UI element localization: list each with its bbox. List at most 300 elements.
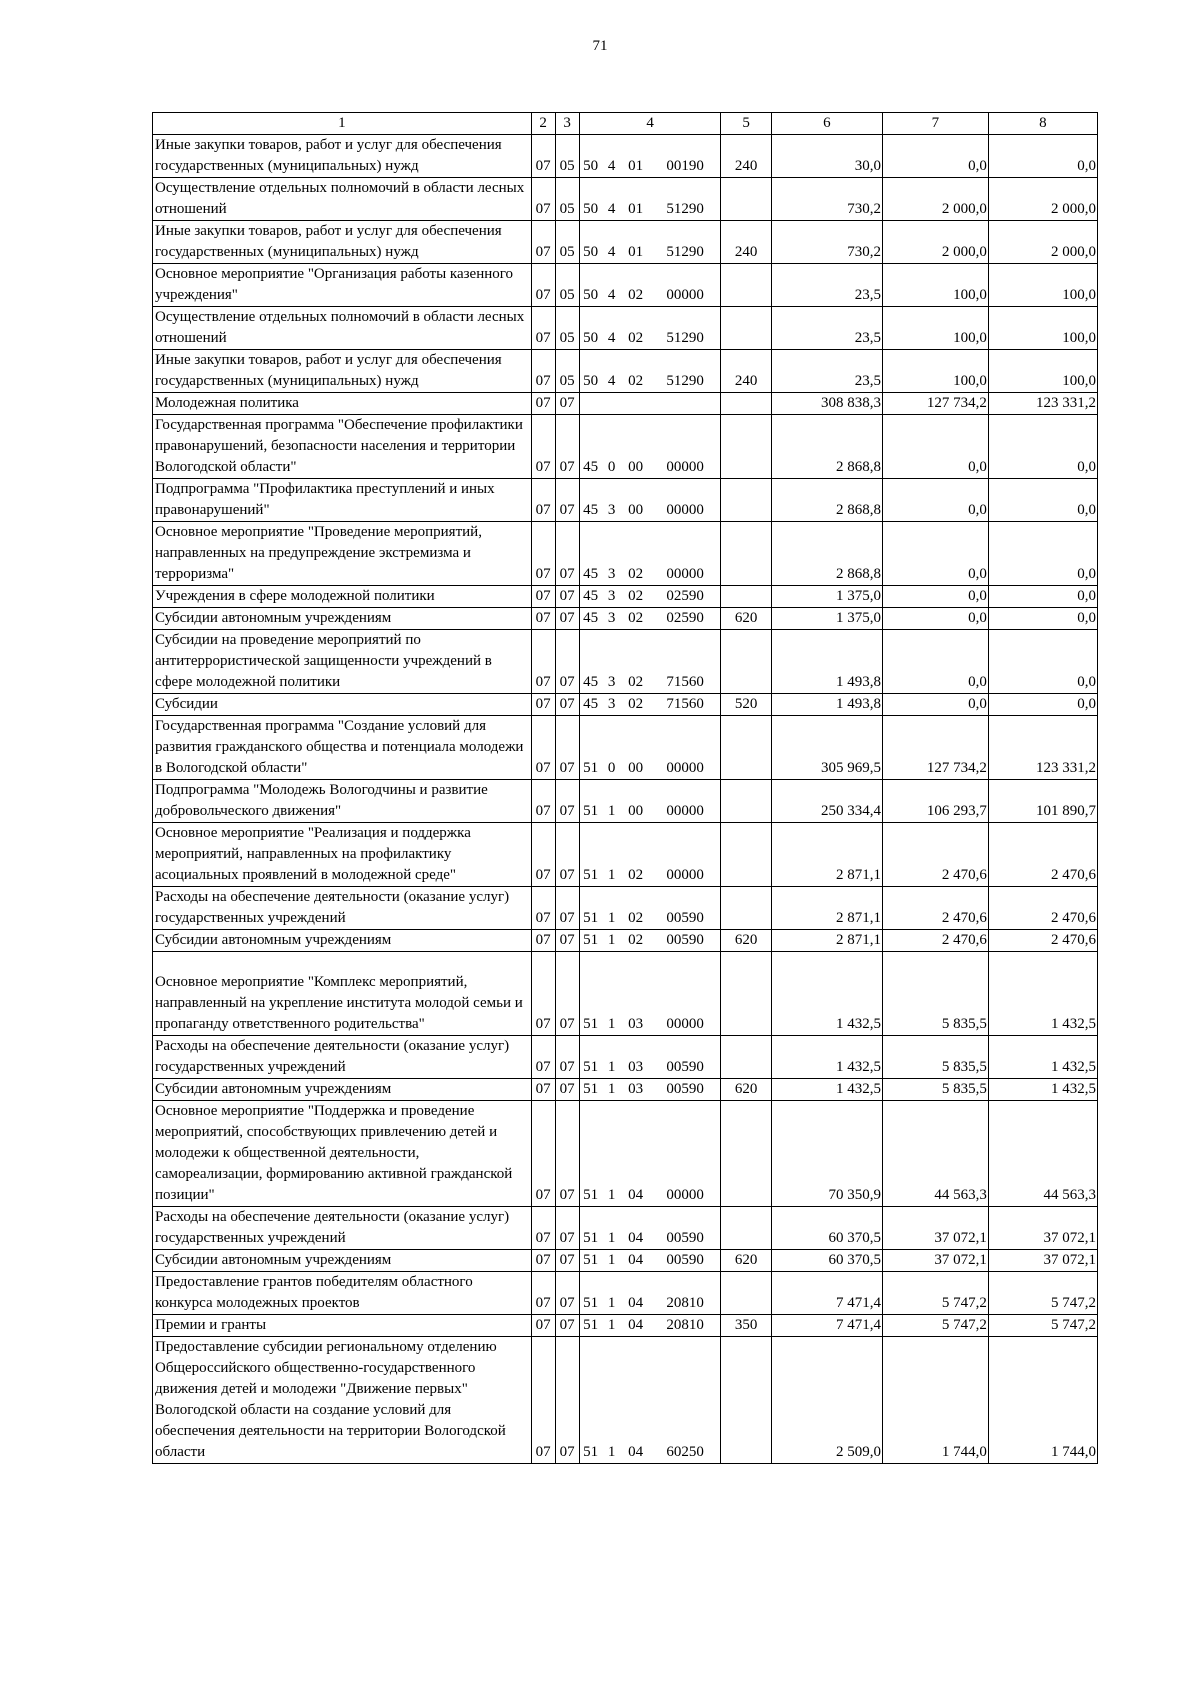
col-expense-type: 620 — [721, 930, 771, 952]
col-section: 07 — [531, 887, 555, 930]
col-expense-type — [721, 415, 771, 479]
col-section: 07 — [531, 1036, 555, 1079]
col-target-code — [579, 608, 721, 630]
col-section: 07 — [531, 522, 555, 586]
table-row — [153, 630, 1098, 694]
row-name — [153, 608, 532, 630]
code-subprogram: 1 — [607, 1187, 616, 1203]
col-section: 07 — [531, 1207, 555, 1250]
code-subprogram: 4 — [607, 287, 616, 303]
table-row — [153, 1250, 1098, 1272]
row-name-text: Молодежная политика — [155, 395, 299, 411]
code-activity: 02 — [628, 674, 644, 690]
col-section: 07 — [531, 479, 555, 522]
col-expense-type — [721, 393, 771, 415]
code-subprogram: 1 — [607, 1081, 616, 1097]
col-amount-7: 0,0 — [882, 694, 988, 716]
col-subsection: 07 — [555, 586, 579, 608]
col-target-code — [579, 716, 721, 780]
code-subprogram: 1 — [607, 932, 616, 948]
col-target-code — [579, 930, 721, 952]
col-expense-type: 620 — [721, 608, 771, 630]
col-amount-8: 0,0 — [988, 135, 1097, 178]
col-expense-type — [721, 522, 771, 586]
code-program: 51 — [583, 1187, 599, 1203]
row-name-text: Осуществление отдельных полномочий в области лесных отношений — [155, 309, 525, 346]
col-target-code — [579, 630, 721, 694]
col-target-code — [579, 1036, 721, 1079]
col-amount-7: 0,0 — [882, 608, 988, 630]
row-name — [153, 178, 532, 221]
code-activity: 04 — [628, 1444, 644, 1460]
col-subsection: 07 — [555, 716, 579, 780]
col-amount-7: 5 747,2 — [882, 1315, 988, 1337]
col-amount-7: 2 470,6 — [882, 930, 988, 952]
col-amount-6: 60 370,5 — [771, 1207, 882, 1250]
table-row — [153, 1101, 1098, 1207]
row-name — [153, 952, 532, 1036]
col-expense-type: 240 — [721, 221, 771, 264]
col-expense-type: 240 — [721, 350, 771, 393]
col-section: 07 — [531, 1250, 555, 1272]
row-name-text: Иные закупки товаров, работ и услуг для обеспечения государственных (муниципальных) нужд — [155, 352, 502, 389]
code-direction: 51290 — [666, 244, 704, 260]
col-section: 07 — [531, 135, 555, 178]
col-target-code — [579, 393, 721, 415]
col-amount-8: 2 470,6 — [988, 823, 1097, 887]
table-row — [153, 1337, 1098, 1464]
col-expense-type — [721, 887, 771, 930]
col-subsection: 05 — [555, 178, 579, 221]
col-amount-7: 2 470,6 — [882, 823, 988, 887]
code-activity: 00 — [628, 502, 644, 518]
row-name — [153, 1101, 532, 1207]
header-cell: 7 — [882, 113, 988, 135]
table-row — [153, 608, 1098, 630]
table-row — [153, 393, 1098, 415]
col-amount-7: 1 744,0 — [882, 1337, 988, 1464]
row-name — [153, 393, 532, 415]
code-program: 51 — [583, 1317, 599, 1333]
code-direction: 60250 — [666, 1444, 704, 1460]
col-amount-8: 100,0 — [988, 350, 1097, 393]
col-amount-8: 2 470,6 — [988, 887, 1097, 930]
row-name-text: Субсидии — [155, 696, 218, 712]
table-row — [153, 887, 1098, 930]
col-expense-type: 240 — [721, 135, 771, 178]
row-name — [153, 1250, 532, 1272]
col-amount-7: 37 072,1 — [882, 1250, 988, 1272]
row-name-text: Основное мероприятие "Реализация и поддержка мероприятий, направленных на профилактику асоциальных проявлений в молодежной среде" — [155, 825, 471, 883]
col-amount-8: 44 563,3 — [988, 1101, 1097, 1207]
code-program: 51 — [583, 932, 599, 948]
table-row — [153, 1272, 1098, 1315]
col-target-code — [579, 350, 721, 393]
table-row — [153, 415, 1098, 479]
col-section: 07 — [531, 1272, 555, 1315]
code-subprogram: 0 — [607, 459, 616, 475]
code-subprogram: 3 — [607, 674, 616, 690]
col-amount-6: 250 334,4 — [771, 780, 882, 823]
col-amount-6: 2 509,0 — [771, 1337, 882, 1464]
row-name — [153, 1207, 532, 1250]
col-expense-type — [721, 264, 771, 307]
row-name — [153, 930, 532, 952]
col-subsection: 07 — [555, 608, 579, 630]
code-subprogram: 4 — [607, 330, 616, 346]
code-program: 50 — [583, 330, 599, 346]
code-subprogram: 1 — [607, 867, 616, 883]
col-amount-6: 70 350,9 — [771, 1101, 882, 1207]
code-program: 51 — [583, 1252, 599, 1268]
col-target-code — [579, 1207, 721, 1250]
col-section: 07 — [531, 1315, 555, 1337]
col-amount-7: 5 835,5 — [882, 1079, 988, 1101]
col-target-code — [579, 694, 721, 716]
col-expense-type: 620 — [721, 1079, 771, 1101]
code-activity: 02 — [628, 696, 644, 712]
col-amount-7: 100,0 — [882, 307, 988, 350]
code-direction: 00000 — [666, 1187, 704, 1203]
row-name-text: Премии и гранты — [155, 1317, 267, 1333]
col-subsection: 07 — [555, 630, 579, 694]
col-target-code — [579, 586, 721, 608]
code-subprogram: 1 — [607, 1059, 616, 1075]
col-amount-7: 5 747,2 — [882, 1272, 988, 1315]
col-expense-type — [721, 1036, 771, 1079]
row-name-text: Субсидии на проведение мероприятий по антитеррористической защищенности учреждений в сфере молодежной политики — [155, 632, 492, 690]
code-activity: 00 — [628, 760, 644, 776]
col-subsection: 07 — [555, 1337, 579, 1464]
col-amount-7: 0,0 — [882, 586, 988, 608]
code-subprogram: 3 — [607, 502, 616, 518]
row-name-text: Расходы на обеспечение деятельности (оказание услуг) государственных учреждений — [155, 1038, 510, 1075]
code-activity: 00 — [628, 803, 644, 819]
col-expense-type — [721, 1101, 771, 1207]
col-expense-type: 520 — [721, 694, 771, 716]
col-subsection: 05 — [555, 307, 579, 350]
col-amount-7: 0,0 — [882, 415, 988, 479]
col-section: 07 — [531, 1101, 555, 1207]
table-row — [153, 1315, 1098, 1337]
code-direction: 00000 — [666, 566, 704, 582]
table-row — [153, 586, 1098, 608]
row-name — [153, 630, 532, 694]
col-amount-6: 1 375,0 — [771, 608, 882, 630]
code-activity: 02 — [628, 588, 644, 604]
col-amount-8: 123 331,2 — [988, 716, 1097, 780]
col-amount-6: 60 370,5 — [771, 1250, 882, 1272]
col-subsection: 05 — [555, 221, 579, 264]
col-expense-type — [721, 307, 771, 350]
col-subsection: 07 — [555, 1079, 579, 1101]
code-subprogram: 1 — [607, 1252, 616, 1268]
col-target-code — [579, 522, 721, 586]
col-section: 07 — [531, 393, 555, 415]
code-direction: 00000 — [666, 803, 704, 819]
code-program: 51 — [583, 1016, 599, 1032]
code-activity: 03 — [628, 1081, 644, 1097]
code-direction: 00000 — [666, 760, 704, 776]
col-amount-8: 1 744,0 — [988, 1337, 1097, 1464]
header-cell: 2 — [531, 113, 555, 135]
col-amount-6: 2 868,8 — [771, 522, 882, 586]
code-program: 51 — [583, 1059, 599, 1075]
col-subsection: 05 — [555, 264, 579, 307]
col-amount-6: 1 375,0 — [771, 586, 882, 608]
row-name-text: Подпрограмма "Профилактика преступлений и иных правонарушений" — [155, 481, 495, 518]
col-target-code — [579, 221, 721, 264]
col-amount-8: 5 747,2 — [988, 1272, 1097, 1315]
col-target-code — [579, 178, 721, 221]
budget-table — [152, 112, 1098, 1464]
code-activity: 01 — [628, 158, 644, 174]
col-expense-type — [721, 716, 771, 780]
col-amount-8: 0,0 — [988, 608, 1097, 630]
col-amount-8: 37 072,1 — [988, 1207, 1097, 1250]
col-amount-6: 7 471,4 — [771, 1272, 882, 1315]
code-subprogram: 1 — [607, 1016, 616, 1032]
table-row — [153, 264, 1098, 307]
row-name — [153, 350, 532, 393]
row-name — [153, 823, 532, 887]
code-activity: 04 — [628, 1317, 644, 1333]
col-amount-8: 1 432,5 — [988, 1079, 1097, 1101]
code-activity: 04 — [628, 1187, 644, 1203]
code-activity: 04 — [628, 1252, 644, 1268]
col-expense-type — [721, 952, 771, 1036]
code-activity: 04 — [628, 1230, 644, 1246]
code-activity: 02 — [628, 330, 644, 346]
code-program: 45 — [583, 588, 599, 604]
col-section: 07 — [531, 608, 555, 630]
col-amount-8: 100,0 — [988, 307, 1097, 350]
col-subsection: 07 — [555, 522, 579, 586]
col-amount-6: 1 432,5 — [771, 952, 882, 1036]
table-row — [153, 1036, 1098, 1079]
col-subsection: 07 — [555, 415, 579, 479]
col-section: 07 — [531, 415, 555, 479]
col-target-code — [579, 887, 721, 930]
col-amount-6: 30,0 — [771, 135, 882, 178]
col-subsection: 07 — [555, 479, 579, 522]
col-amount-7: 2 000,0 — [882, 178, 988, 221]
code-direction: 00000 — [666, 287, 704, 303]
row-name-text: Субсидии автономным учреждениям — [155, 932, 392, 948]
code-subprogram: 1 — [607, 1317, 616, 1333]
code-program: 51 — [583, 1081, 599, 1097]
col-target-code — [579, 952, 721, 1036]
table-row — [153, 522, 1098, 586]
col-amount-6: 2 871,1 — [771, 823, 882, 887]
code-subprogram: 4 — [607, 244, 616, 260]
code-activity: 01 — [628, 244, 644, 260]
code-subprogram: 4 — [607, 158, 616, 174]
code-program: 51 — [583, 910, 599, 926]
col-expense-type: 620 — [721, 1250, 771, 1272]
col-section: 07 — [531, 716, 555, 780]
col-subsection: 07 — [555, 780, 579, 823]
col-target-code — [579, 1272, 721, 1315]
col-section: 07 — [531, 780, 555, 823]
header-row — [153, 113, 1098, 135]
col-amount-8: 101 890,7 — [988, 780, 1097, 823]
table-row — [153, 952, 1098, 1036]
code-activity: 02 — [628, 910, 644, 926]
code-subprogram: 0 — [607, 760, 616, 776]
code-subprogram: 3 — [607, 696, 616, 712]
col-section: 07 — [531, 694, 555, 716]
col-section: 07 — [531, 1079, 555, 1101]
col-amount-8: 0,0 — [988, 522, 1097, 586]
code-direction: 51290 — [666, 330, 704, 346]
code-direction: 00590 — [666, 932, 704, 948]
table-row — [153, 221, 1098, 264]
col-expense-type: 350 — [721, 1315, 771, 1337]
col-amount-6: 7 471,4 — [771, 1315, 882, 1337]
row-name-text: Субсидии автономным учреждениям — [155, 610, 392, 626]
col-amount-8: 5 747,2 — [988, 1315, 1097, 1337]
table-row — [153, 780, 1098, 823]
table-row — [153, 135, 1098, 178]
col-amount-8: 0,0 — [988, 630, 1097, 694]
code-direction: 71560 — [666, 696, 704, 712]
col-section: 07 — [531, 178, 555, 221]
col-amount-7: 2 470,6 — [882, 887, 988, 930]
col-section: 07 — [531, 823, 555, 887]
col-amount-7: 127 734,2 — [882, 393, 988, 415]
code-program: 45 — [583, 459, 599, 475]
col-amount-6: 2 871,1 — [771, 887, 882, 930]
row-name-text: Государственная программа "Обеспечение профилактики правонарушений, безопасности населения и территории Вологодской области" — [155, 417, 523, 475]
row-name-text: Субсидии автономным учреждениям — [155, 1081, 392, 1097]
row-name — [153, 694, 532, 716]
col-section: 07 — [531, 307, 555, 350]
col-amount-8: 37 072,1 — [988, 1250, 1097, 1272]
col-amount-8: 0,0 — [988, 694, 1097, 716]
code-program: 50 — [583, 201, 599, 217]
col-subsection: 07 — [555, 1207, 579, 1250]
col-subsection: 07 — [555, 952, 579, 1036]
code-direction: 00000 — [666, 867, 704, 883]
code-program: 51 — [583, 1295, 599, 1311]
code-activity: 03 — [628, 1016, 644, 1032]
code-activity: 02 — [628, 610, 644, 626]
code-direction: 20810 — [666, 1317, 704, 1333]
code-activity: 01 — [628, 201, 644, 217]
row-name-text: Основное мероприятие "Проведение мероприятий, направленных на предупреждение экстремизма и терроризма" — [155, 524, 482, 582]
col-amount-6: 23,5 — [771, 350, 882, 393]
col-amount-8: 1 432,5 — [988, 1036, 1097, 1079]
code-subprogram: 1 — [607, 910, 616, 926]
code-subprogram: 4 — [607, 201, 616, 217]
col-expense-type — [721, 1207, 771, 1250]
row-name — [153, 586, 532, 608]
col-subsection: 05 — [555, 350, 579, 393]
code-program: 51 — [583, 803, 599, 819]
row-name-text: Подпрограмма "Молодежь Вологодчины и развитие добровольческого движения" — [155, 782, 488, 819]
row-name-text: Иные закупки товаров, работ и услуг для обеспечения государственных (муниципальных) нужд — [155, 223, 502, 260]
col-amount-6: 1 432,5 — [771, 1036, 882, 1079]
col-amount-8: 0,0 — [988, 479, 1097, 522]
code-program: 51 — [583, 1230, 599, 1246]
row-name-text: Предоставление грантов победителям областного конкурса молодежных проектов — [155, 1274, 473, 1311]
code-program: 45 — [583, 566, 599, 582]
col-amount-6: 305 969,5 — [771, 716, 882, 780]
col-target-code — [579, 1079, 721, 1101]
row-name-text: Основное мероприятие "Поддержка и проведение мероприятий, способствующих привлечению детей и молодежи к общественной деятельности, самореализации, формированию активной гражданской позиции" — [155, 1103, 513, 1203]
col-amount-6: 23,5 — [771, 307, 882, 350]
col-target-code — [579, 780, 721, 823]
col-target-code — [579, 307, 721, 350]
code-direction: 71560 — [666, 674, 704, 690]
col-amount-7: 100,0 — [882, 264, 988, 307]
code-subprogram: 1 — [607, 1230, 616, 1246]
col-subsection: 07 — [555, 823, 579, 887]
table-row — [153, 930, 1098, 952]
row-name — [153, 415, 532, 479]
code-program: 45 — [583, 502, 599, 518]
col-expense-type — [721, 823, 771, 887]
row-name — [153, 479, 532, 522]
code-direction: 02590 — [666, 588, 704, 604]
col-amount-6: 1 493,8 — [771, 630, 882, 694]
col-target-code — [579, 1337, 721, 1464]
table-row — [153, 716, 1098, 780]
code-program: 45 — [583, 674, 599, 690]
row-name-text: Предоставление субсидии региональному отделению Общероссийского общественно-государственного движения детей и молодежи "Движение первых" Вологодской области на создание условий для обеспечения деятельности на территории Вологодской области — [155, 1339, 506, 1460]
col-subsection: 07 — [555, 393, 579, 415]
col-amount-7: 0,0 — [882, 630, 988, 694]
row-name — [153, 1315, 532, 1337]
col-amount-6: 730,2 — [771, 221, 882, 264]
code-direction: 02590 — [666, 610, 704, 626]
col-expense-type — [721, 1337, 771, 1464]
col-subsection: 05 — [555, 135, 579, 178]
row-name — [153, 1337, 532, 1464]
row-name — [153, 307, 532, 350]
col-amount-6: 23,5 — [771, 264, 882, 307]
code-direction: 51290 — [666, 373, 704, 389]
code-direction: 00590 — [666, 1059, 704, 1075]
col-amount-8: 0,0 — [988, 586, 1097, 608]
row-name-text: Осуществление отдельных полномочий в области лесных отношений — [155, 180, 525, 217]
col-subsection: 07 — [555, 887, 579, 930]
col-subsection: 07 — [555, 930, 579, 952]
table-row — [153, 1079, 1098, 1101]
table-row — [153, 694, 1098, 716]
table-row — [153, 479, 1098, 522]
code-program: 45 — [583, 610, 599, 626]
code-program: 50 — [583, 287, 599, 303]
code-subprogram: 1 — [607, 803, 616, 819]
col-expense-type — [721, 178, 771, 221]
col-subsection: 07 — [555, 1101, 579, 1207]
row-name — [153, 716, 532, 780]
col-section: 07 — [531, 586, 555, 608]
header-cell: 5 — [721, 113, 771, 135]
code-subprogram: 3 — [607, 588, 616, 604]
code-activity: 02 — [628, 287, 644, 303]
code-program: 51 — [583, 1444, 599, 1460]
code-activity: 02 — [628, 932, 644, 948]
table-row — [153, 350, 1098, 393]
col-section: 07 — [531, 264, 555, 307]
code-subprogram: 3 — [607, 610, 616, 626]
col-section: 07 — [531, 630, 555, 694]
code-subprogram: 4 — [607, 373, 616, 389]
code-program: 45 — [583, 696, 599, 712]
